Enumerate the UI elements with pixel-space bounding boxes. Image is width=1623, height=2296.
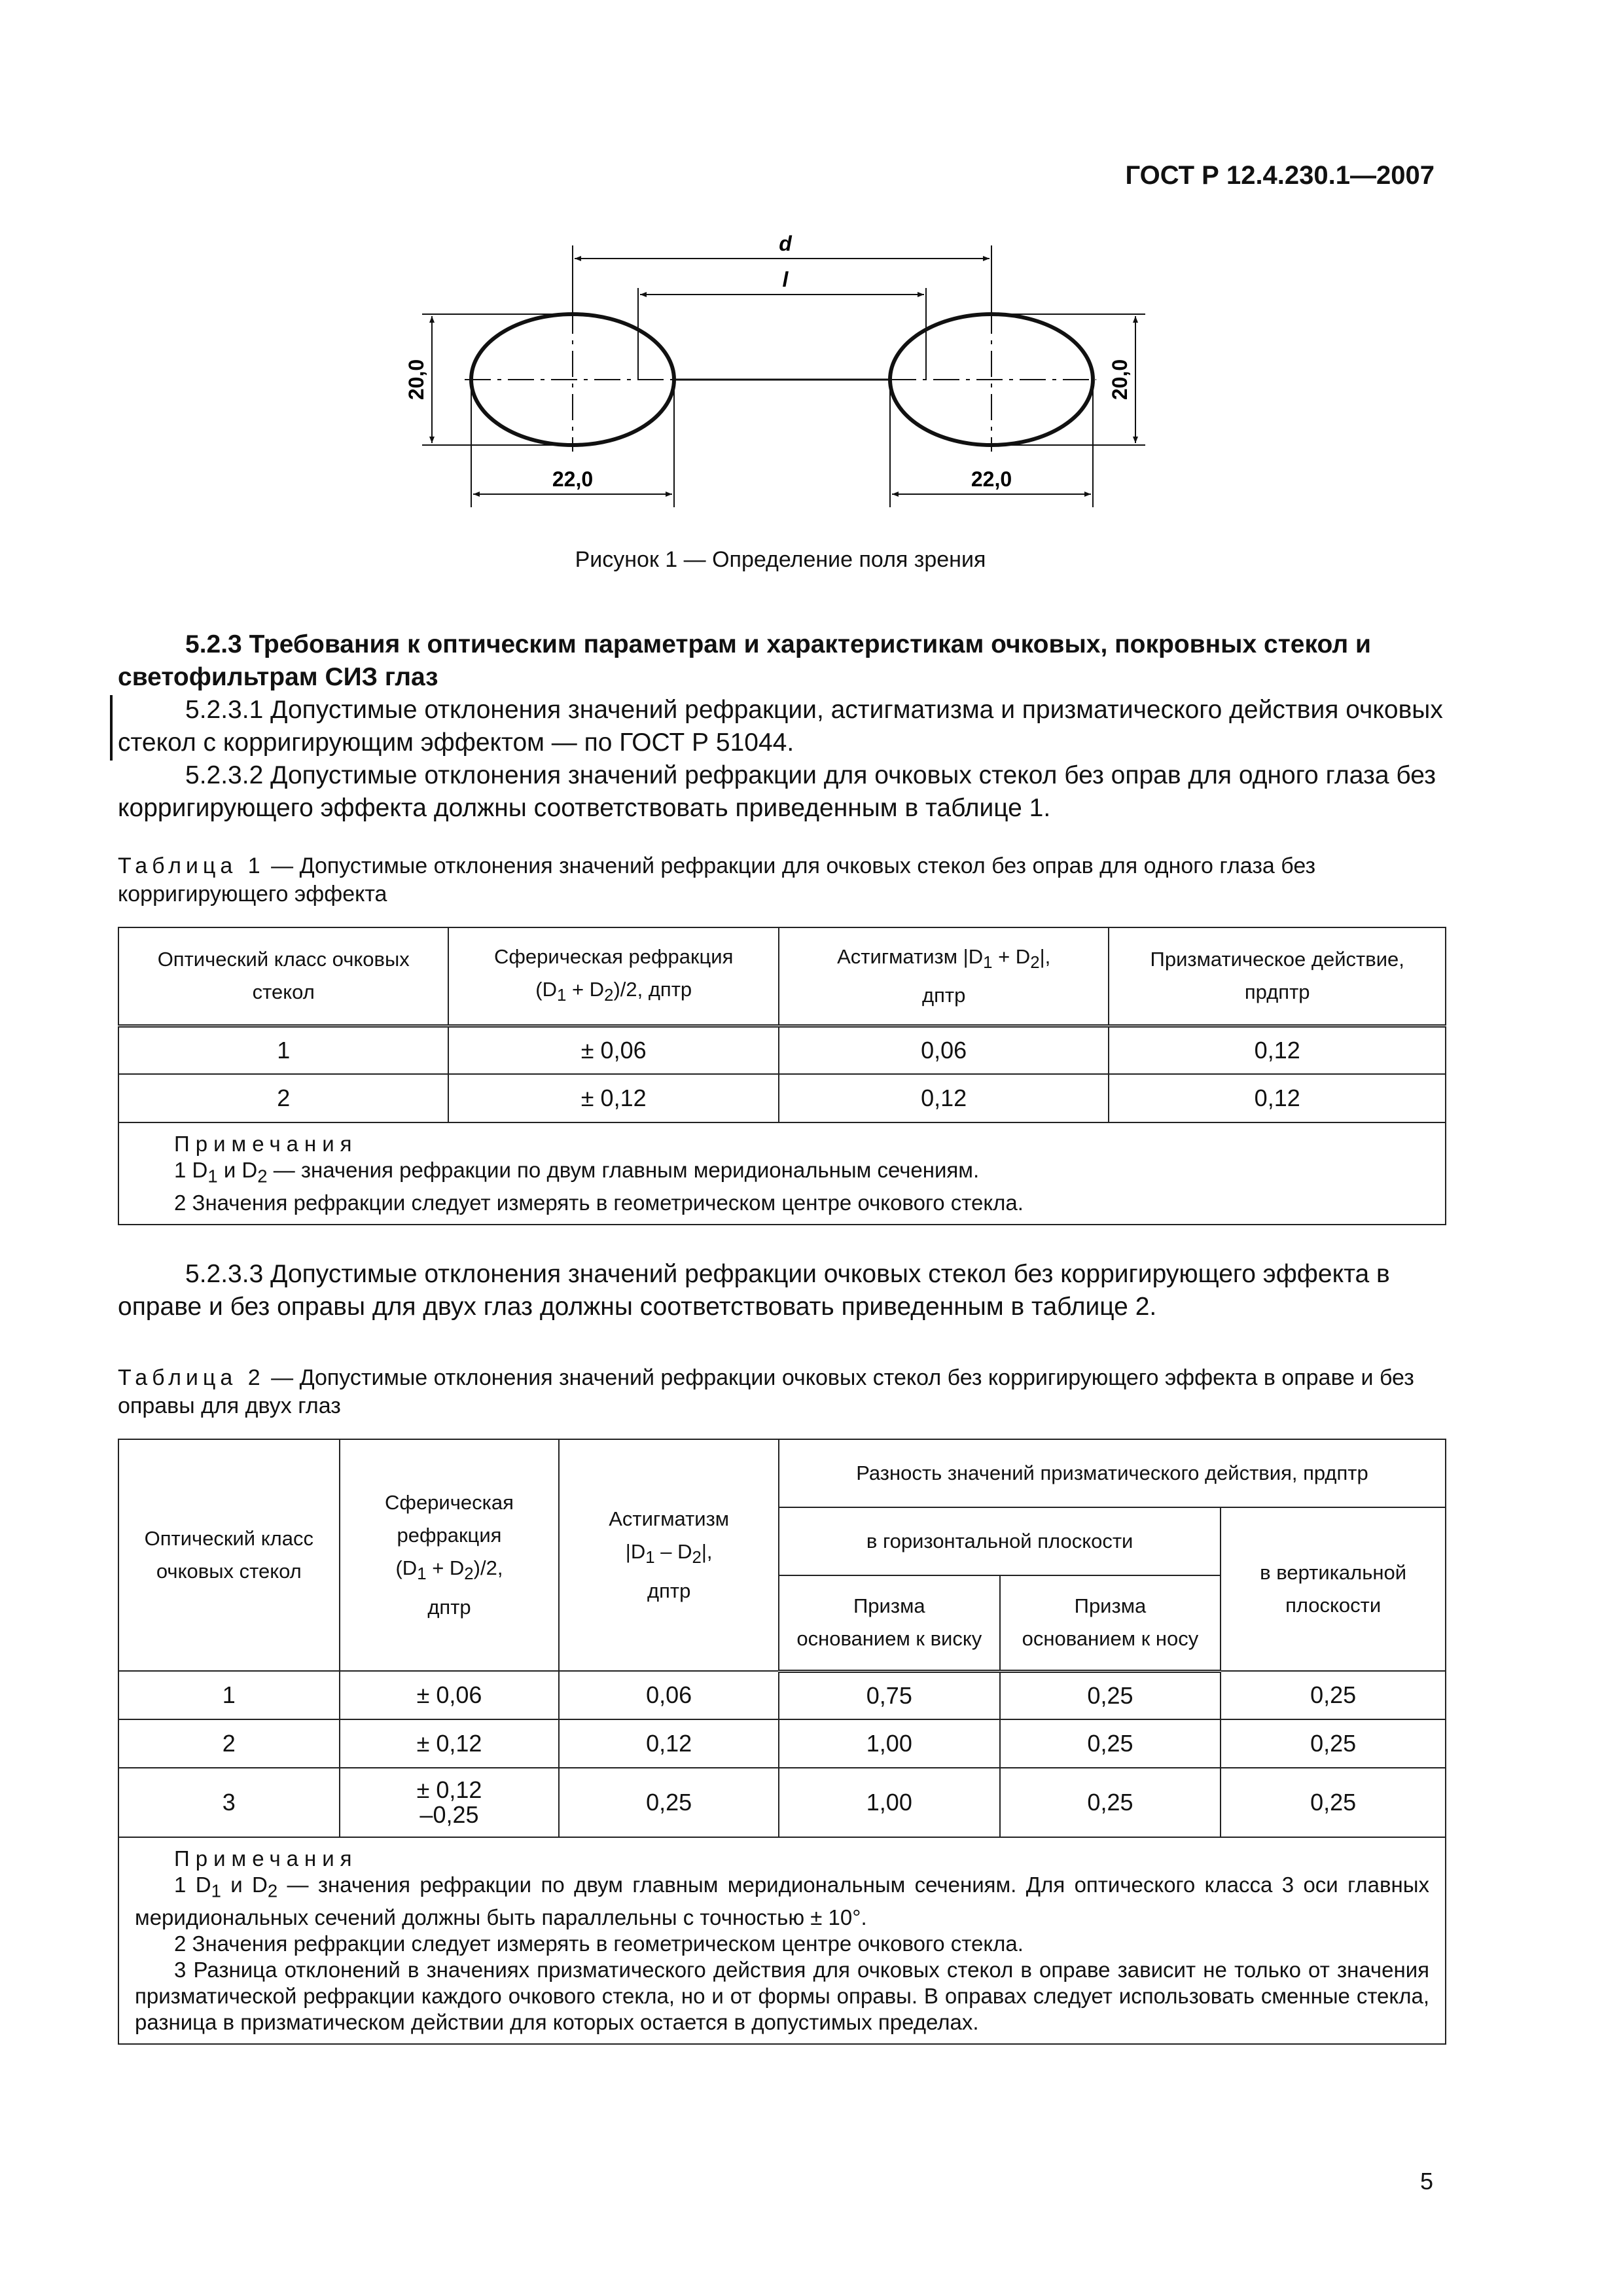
table-row: 1 ± 0,06 0,06 0,75 0,25 0,25 [118,1671,1446,1719]
t2-note-2: 2 Значения рефракции следует измерять в геометрическом центре очкового стекла. [174,1931,1024,1956]
section-5-2-3-heading: 5.2.3 Требования к оптическим параметрам и характеристикам очковых, покровных стекол и светофильтрам СИЗ глаз [118,630,1371,691]
paragraph-5-2-3-2: 5.2.3.2 Допустимые отклонения значений рефракции для очковых стекол без оправ для одного глаза без корригирующего эффекта должны соответствовать приведенным в таблице 1. [118,761,1436,822]
field-of-view-diagram [393,226,1178,527]
t1-header-astigmatism: Астигматизм $|D_1 + D_2|$, дптр [779,927,1109,1026]
t2-header-vertical: в вертикальной плоскости [1221,1507,1446,1671]
t2-header-spherical: Сферическая рефракция $(D_1 + D_2)/2$, дптр [340,1439,560,1671]
t2-note-3: 3 Разница отклонений в значениях призматического действия для очковых стекол в оправе зависит не только от значения призматической рефракции каждого очкового стекла, но и от формы оправы. В оправах следует использовать сменные стекла, разница в призматическом действии для которых остается в допустимых пределах. [135,1957,1429,2034]
page-header-standard-code: ГОСТ Р 12.4.230.1—2007 [1125,161,1435,190]
paragraph-5-2-3-3: 5.2.3.3 Допустимые отклонения значений рефракции очковых стекол без корригирующего эффекта в оправе и без оправы для двух глаз должны соответствовать приведенным в таблице 2. [118,1260,1390,1321]
dimension-height-left-label: 20,0 [404,359,428,401]
t2-header-prism-nose: Призма основанием к носу [1000,1575,1221,1671]
figure-field-of-view [393,226,1178,527]
t2-header-prism-difference: Разность значений призматического действия, прдптр [779,1439,1446,1507]
t1-header-class: Оптический класс очковых стекол [118,927,448,1026]
t1-header-spherical: Сферическая рефракция $(D_1 + D_2)/2$, дптр [448,927,779,1026]
dimension-d-label: d [779,232,792,255]
table-row: 3 ± 0,12 –0,25 0,25 1,00 0,25 0,25 [118,1768,1446,1837]
table-row: 2 ± 0,12 0,12 1,00 0,25 0,25 [118,1719,1446,1768]
figure-caption: Рисунок 1 — Определение поля зрения [575,547,986,572]
table-1-caption-label: Таблица 1 [118,853,265,878]
table-1-caption [118,852,1446,908]
t1-header-prism: Призматическое действие, прдптр [1109,927,1446,1026]
change-bar [110,695,113,761]
dimension-width-right-label: 22,0 [971,467,1012,491]
table-row: 2 ± 0,12 0,12 0,12 [118,1074,1446,1122]
dimension-l-label: l [782,268,789,291]
t1-notes [118,1122,1446,1225]
table-row: 1 ± 0,06 0,06 0,12 [118,1026,1446,1074]
t2-notes-title: Примечания [174,1846,358,1871]
table-2-caption-text: — Допустимые отклонения значений рефракции очковых стекол без корригирующего эффекта в оправе и без оправы для двух глаз [118,1365,1414,1418]
dimension-width-left-label: 22,0 [552,467,594,491]
page-number: 5 [1419,2168,1433,2195]
t1-note-1: 1 $D_1$ и $D_2$ — значения рефракции по двум главным меридиональным сечениям. [174,1158,980,1187]
dimension-height-right-label: 20,0 [1108,359,1132,401]
table-1-caption-text: — Допустимые отклонения значений рефракции для очковых стекол без оправ для одного глаза без корригирующего эффекта [118,853,1316,906]
t2-notes [118,1837,1446,2044]
t2-header-astigmatism: Астигматизм $|D_1 - D_2|$, дптр [559,1439,779,1671]
t1-notes-title: Примечания [174,1132,358,1156]
table-2 [118,1439,1446,2045]
t1-note-2: 2 Значения рефракции следует измерять в геометрическом центре очкового стекла. [174,1190,1024,1215]
t2-header-prism-temple: Призма основанием к виску [779,1575,1000,1671]
table-1 [118,927,1446,1225]
t2-header-horizontal: в горизонтальной плоскости [779,1507,1221,1575]
t2-note-1: 1 $D_1$ и $D_2$ — значения рефракции по двум главным меридиональным сечениям. Для оптического класса 3 оси главных меридиональных сечений должны быть параллельны с точностью ± 10°. [135,1873,1429,1929]
table-2-caption-label: Таблица 2 [118,1365,265,1390]
t2-header-class: Оптический класс очковых стекол [118,1439,340,1671]
paragraph-5-2-3-1: 5.2.3.1 Допустимые отклонения значений рефракции, астигматизма и призматического действия очковых стекол с корригирующим эффектом — по ГОСТ Р 51044. [118,696,1443,757]
table-2-caption [118,1364,1446,1420]
